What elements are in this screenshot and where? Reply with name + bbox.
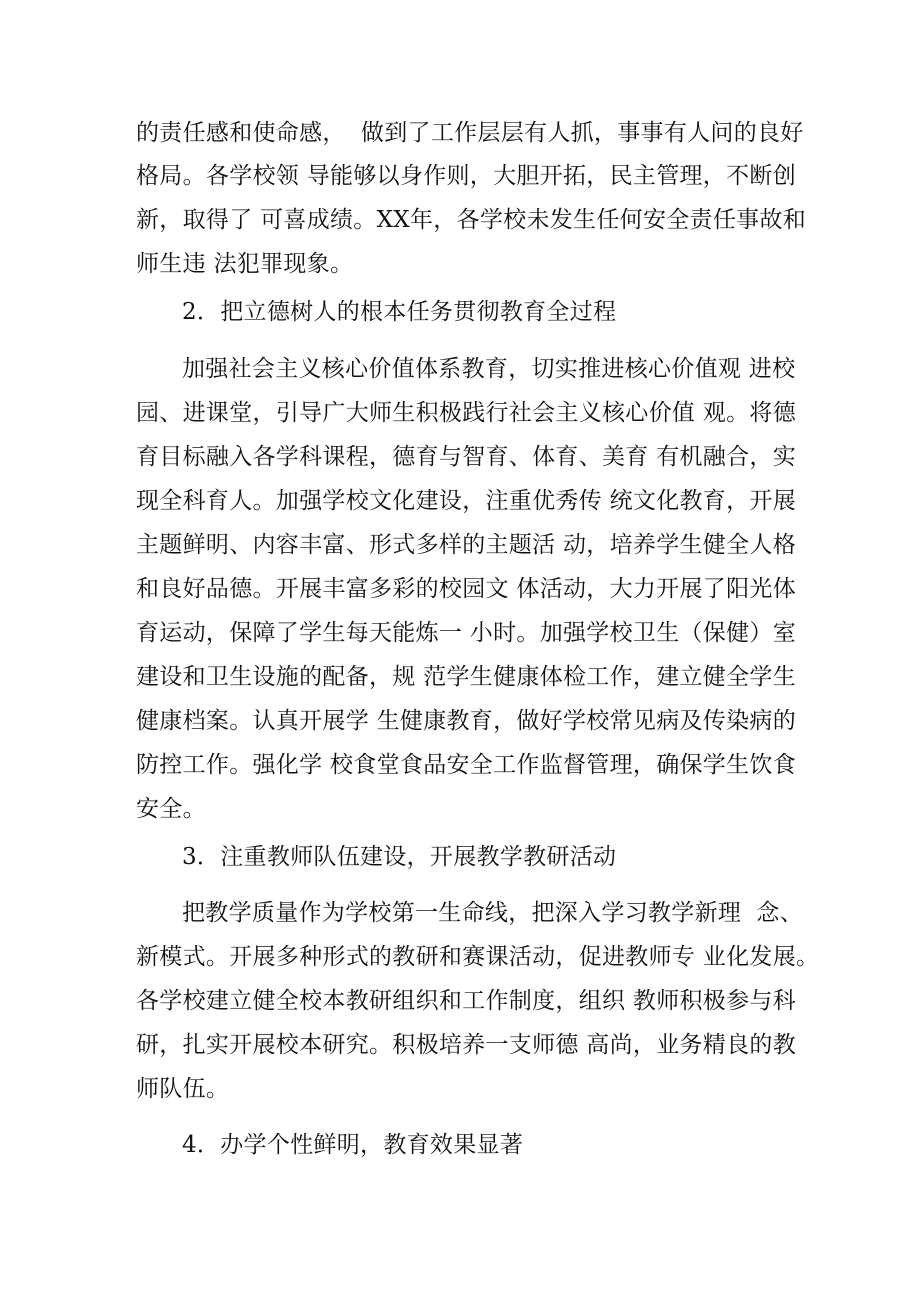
- paragraph-2-line-7: 育运动，保障了学生每天能炼一 小时。加强学校卫生（保健）室: [136, 620, 797, 646]
- paragraph-2-line-8: 建设和卫生设施的配备，规 范学生健康体检工作，建立健全学生: [136, 664, 797, 690]
- section-heading-2: 2．把立德树人的根本任务贯彻教育全过程: [182, 299, 617, 325]
- paragraph-1-line-3: 新，取得了 可喜成绩。XX年，各学校未发生任何安全责任事故和: [136, 207, 807, 233]
- section-heading-4: 4．办学个性鲜明，教育效果显著: [182, 1132, 524, 1158]
- paragraph-3-line-4: 研，扎实开展校本研究。积极培养一支师德 高尚，业务精良的教: [136, 1032, 797, 1058]
- paragraph-2-line-10: 防控工作。强化学 校食堂食品安全工作监督管理，确保学生饮食: [136, 752, 797, 778]
- paragraph-3-line-1: 把教学质量作为学校第一生命线，把深入学习教学新理 念、: [182, 900, 804, 926]
- section-heading-3: 3．注重教师队伍建设，开展教学教研活动: [182, 844, 617, 870]
- paragraph-2-line-3: 育目标融入各学科课程，德育与智育、体育、美育 有机融合，实: [136, 444, 797, 470]
- paragraph-1-line-2: 格局。各学校领 导能够以身作则，大胆开拓，民主管理，不断创: [136, 163, 797, 189]
- paragraph-3-line-3: 各学校建立健全校本教研组织和工作制度，组织 教师积极参与科: [136, 988, 797, 1014]
- paragraph-1-line-4: 师生违 法犯罪现象。: [136, 251, 354, 277]
- paragraph-2-line-5: 主题鲜明、内容丰富、形式多样的主题活 动，培养学生健全人格: [136, 532, 797, 558]
- paragraph-2-line-6: 和良好品德。开展丰富多彩的校园文 体活动，大力开展了阳光体: [136, 576, 797, 602]
- paragraph-2-line-4: 现全科育人。加强学校文化建设，注重优秀传 统文化教育，开展: [136, 488, 797, 514]
- paragraph-2-line-2: 园、进课堂，引导广大师生积极践行社会主义核心价值 观。将德: [136, 400, 797, 426]
- paragraph-2-line-9: 健康档案。认真开展学 生健康教育，做好学校常见病及传染病的: [136, 708, 797, 734]
- paragraph-2-line-11: 安全。: [136, 796, 206, 822]
- paragraph-1-line-1: 的责任感和使命感， 做到了工作层层有人抓，事事有人问的良好: [136, 120, 804, 146]
- paragraph-2-line-1: 加强社会主义核心价值体系教育，切实推进核心价值观 进校: [182, 356, 796, 382]
- paragraph-3-line-2: 新模式。开展多种形式的教研和赛课活动，促进教师专 业化发展。: [136, 944, 820, 970]
- paragraph-3-line-5: 师队伍。: [136, 1076, 230, 1102]
